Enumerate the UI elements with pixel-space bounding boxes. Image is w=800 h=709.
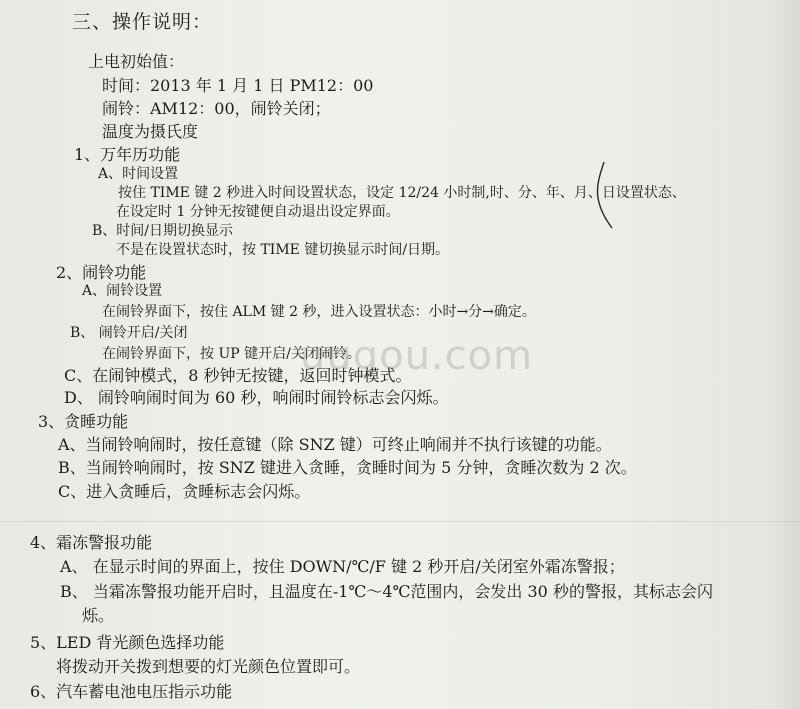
- s2-a-line1: 在闹铃界面下，按住 ALM 键 2 秒，进入设置状态：小时→分→确定。: [102, 304, 536, 320]
- s2-heading: 2、闹铃功能: [56, 263, 147, 282]
- s1-a-line1: 按住 TIME 键 2 秒进入时间设置状态，设定 12/24 小时制,时、分、年、月、日设置状态、: [118, 185, 686, 201]
- s3-heading: 3、贪睡功能: [38, 412, 129, 431]
- s3-a-line: A、当闹铃响闹时，按任意键（除 SNZ 键）可终止响闹并不执行该键的功能。: [58, 435, 612, 454]
- s1-b-heading: B、时间/日期切换显示: [92, 223, 234, 239]
- init-time: 时间：2013 年 1 月 1 日 PM12：00: [102, 76, 374, 95]
- s6-heading: 6、汽车蓄电池电压指示功能: [30, 682, 233, 701]
- s4-b-line2: 烁。: [82, 606, 115, 625]
- s1-heading: 1、万年历功能: [74, 145, 181, 164]
- s4-heading: 4、霜冻警报功能: [30, 533, 153, 552]
- s4-a-line: A、 在显示时间的界面上，按住 DOWN/℃/F 键 2 秒开启/关闭室外霜冻警报；: [60, 557, 625, 576]
- s2-b-heading: B、 闹铃开启/关闭: [70, 325, 188, 341]
- page-edge-shadow: [770, 0, 800, 709]
- watermark-text: uugou.com: [300, 333, 534, 379]
- section-title: 三、操作说明：: [72, 11, 213, 33]
- s5-heading: 5、LED 背光颜色选择功能: [30, 633, 225, 652]
- init-heading: 上电初始值：: [88, 52, 185, 71]
- s2-a-heading: A、闹铃设置: [82, 283, 163, 299]
- s2-b-line1: 在闹铃界面下，按 UP 键开启/关闭闹铃。: [102, 346, 361, 362]
- s3-b-line: B、当闹铃响闹时，按 SNZ 键进入贪睡，贪睡时间为 5 分钟，贪睡次数为 2 次。: [58, 458, 637, 477]
- s1-b-line1: 不是在设置状态时，按 TIME 键切换显示时间/日期。: [116, 242, 450, 258]
- s4-b-line1: B、 当霜冻警报功能开启时，且温度在-1℃～4℃范围内，会发出 30 秒的警报，其标志会闪: [60, 582, 713, 601]
- page-fold-line: [0, 521, 800, 522]
- init-alarm: 闹铃：AM12：00，闹铃关闭；: [102, 99, 331, 118]
- init-temp: 温度为摄氏度: [102, 122, 199, 141]
- s2-d-line: D、 闹铃响闹时间为 60 秒，响闹时闹铃标志会闪烁。: [64, 388, 449, 407]
- s3-c-line: C、进入贪睡后，贪睡标志会闪烁。: [58, 482, 311, 501]
- s1-a-line2: 在设定时 1 分钟无按键便自动退出设定界面。: [116, 204, 400, 220]
- s1-a-heading: A、时间设置: [98, 166, 179, 182]
- s2-c-line: C、在闹钟模式，8 秒钟无按键，返回时钟模式。: [64, 366, 412, 385]
- s5-line1: 将拨动开关拨到想要的灯光颜色位置即可。: [56, 657, 361, 676]
